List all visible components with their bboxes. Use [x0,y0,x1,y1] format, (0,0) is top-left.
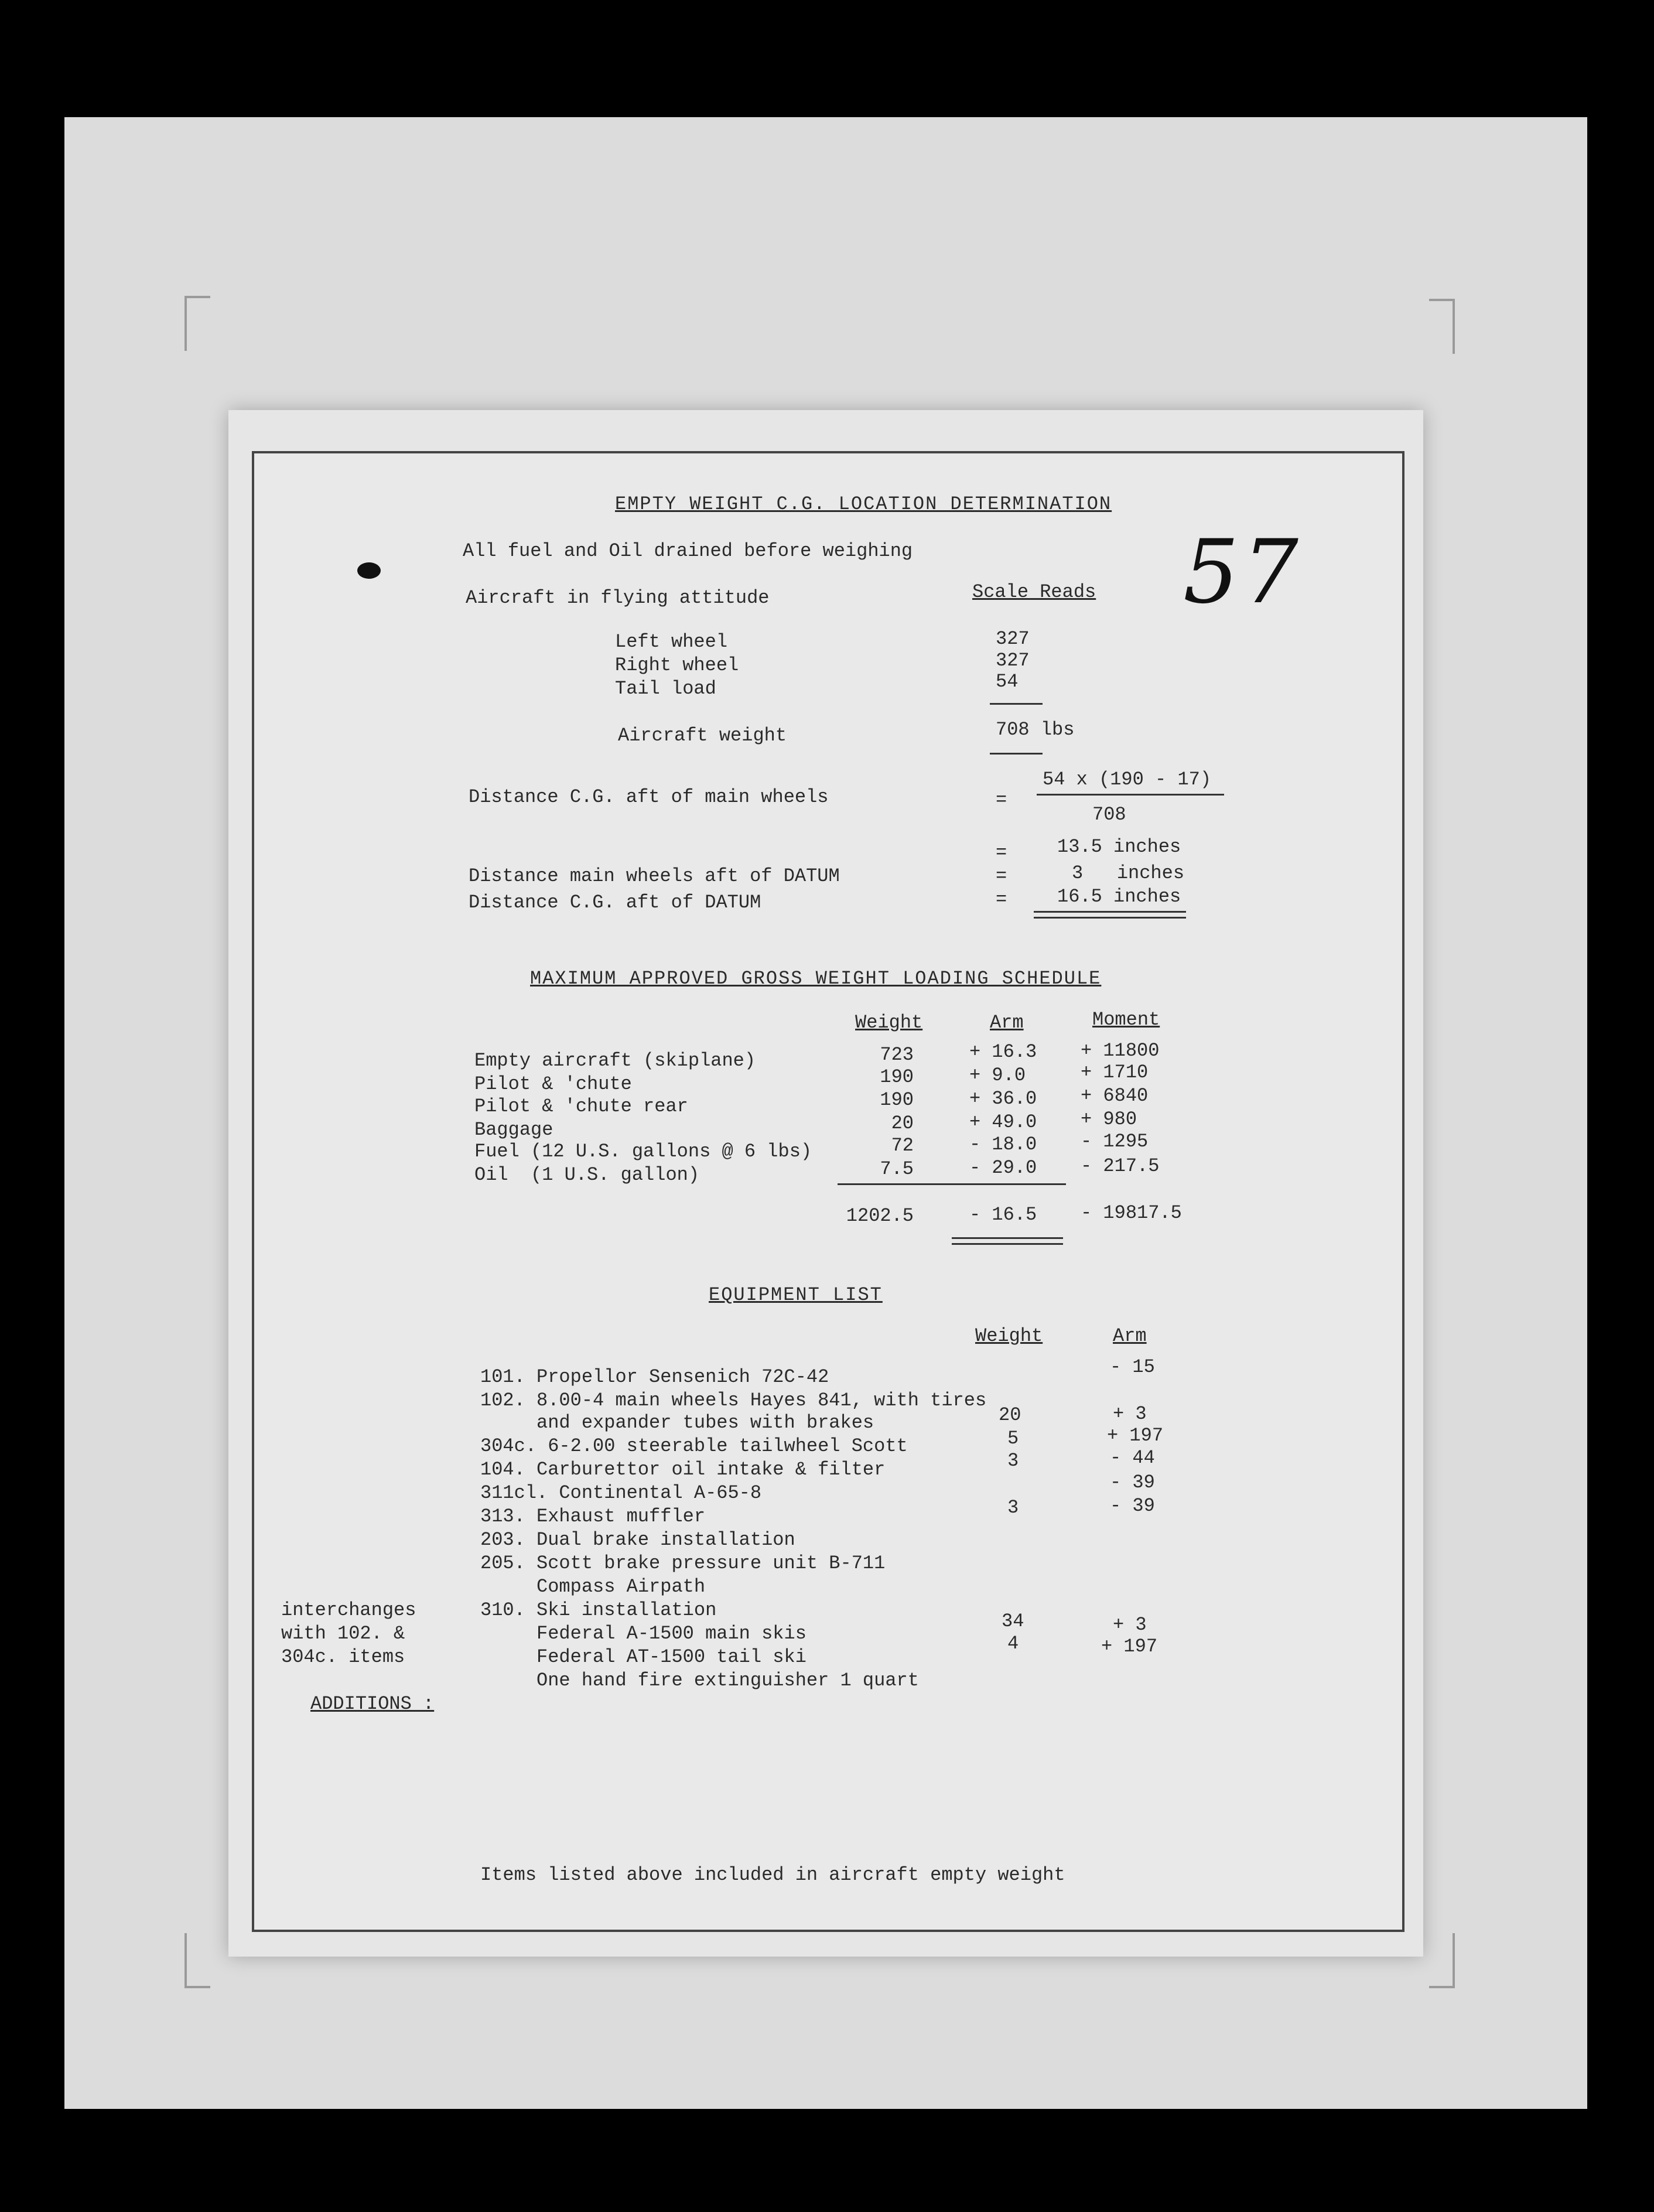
total-rule [838,1183,1066,1185]
equip-weight: 4 [1007,1633,1019,1654]
additions-label: ADDITIONS : [310,1693,435,1715]
side-note-line: interchanges [281,1599,416,1621]
arm-header: Arm [990,1012,1024,1033]
equip-arm: - 39 [1110,1495,1155,1517]
footer-note: Items listed above included in aircraft empty weight [480,1864,1065,1886]
aircraft-weight-label: Aircraft weight [618,725,787,746]
equip-item: 104. Carburettor oil intake & filter [480,1459,886,1480]
equip-weight-header: Weight [975,1325,1043,1347]
equip-arm: - 39 [1110,1472,1155,1493]
equals-sign: = [996,865,1007,887]
equip-item: 101. Propellor Sensenich 72C-42 [480,1366,829,1388]
main-aft-datum-label: Distance main wheels aft of DATUM [469,865,840,887]
load-moment: - 217.5 [1081,1155,1160,1177]
drained-note: All fuel and Oil drained before weighing [463,540,913,562]
equip-arm: + 197 [1107,1425,1164,1446]
empty-weight-title: EMPTY WEIGHT C.G. LOCATION DETERMINATION [615,493,1112,515]
equip-arm: - 15 [1110,1356,1155,1378]
scale-row-label: Right wheel [615,654,739,676]
loading-schedule-title: MAXIMUM APPROVED GROSS WEIGHT LOADING SCHEDULE [530,968,1102,989]
equip-weight: 34 [1002,1610,1024,1632]
side-note-line: 304c. items [281,1646,405,1668]
load-weight: 190 [880,1066,914,1088]
page-number: 57 [1183,521,1302,623]
load-item: Baggage [474,1119,553,1141]
load-weight: 190 [880,1089,914,1111]
load-moment: + 6840 [1081,1085,1149,1107]
equip-item: 205. Scott brake pressure unit B-711 [480,1552,886,1574]
load-item: Fuel (12 U.S. gallons @ 6 lbs) [474,1141,812,1162]
equipment-list-title: EQUIPMENT LIST [709,1284,883,1306]
cg-aft-datum-label: Distance C.G. aft of DATUM [469,892,761,913]
equip-item: Federal A-1500 main skis [480,1623,807,1644]
formula-denominator: 708 [1092,804,1126,825]
load-moment: - 1295 [1081,1131,1149,1152]
load-arm: + 49.0 [969,1111,1037,1133]
cg-aft-datum-value: 16.5 inches [1057,886,1181,907]
equals-sign: = [996,842,1007,863]
equip-weight: 3 [1007,1450,1019,1472]
scale-row-value: 327 [996,628,1030,650]
total-arm: - 16.5 [969,1204,1037,1226]
load-weight: 7.5 [880,1158,914,1180]
weight-rule [990,753,1043,755]
load-arm: + 9.0 [969,1064,1026,1086]
load-moment: + 980 [1081,1108,1137,1130]
equip-item: 203. Dual brake installation [480,1529,795,1551]
load-weight: 20 [891,1112,914,1134]
equip-arm: + 197 [1101,1636,1158,1657]
load-arm: - 29.0 [969,1157,1037,1179]
double-rule [952,1237,1063,1239]
equip-item: 313. Exhaust muffler [480,1506,706,1527]
load-moment: + 1710 [1081,1061,1149,1083]
load-arm: - 18.0 [969,1134,1037,1155]
main-aft-datum-value: 3 inches [1072,862,1185,884]
equip-weight: 5 [1007,1428,1019,1449]
sum-rule [990,703,1043,705]
side-note-line: with 102. & [281,1623,405,1644]
equip-arm-header: Arm [1113,1325,1147,1347]
crop-mark-top-left [184,296,210,351]
load-arm: + 16.3 [969,1041,1037,1063]
scale-row-value: 327 [996,650,1030,671]
load-item: Pilot & 'chute rear [474,1095,688,1117]
ink-blot [357,562,381,579]
load-weight: 723 [880,1044,914,1066]
equip-item: 102. 8.00-4 main wheels Hayes 841, with tires [480,1390,987,1411]
load-arm: + 36.0 [969,1088,1037,1110]
equip-weight: 3 [1007,1497,1019,1518]
double-rule [952,1243,1063,1245]
total-moment: - 19817.5 [1081,1202,1182,1224]
crop-mark-bottom-left [184,1933,210,1988]
load-moment: + 11800 [1081,1040,1160,1061]
cg-aft-main-label: Distance C.G. aft of main wheels [469,786,829,808]
flying-attitude-note: Aircraft in flying attitude [466,587,770,609]
scale-row-value: 54 [996,671,1019,692]
equals-sign: = [996,789,1007,811]
scale-row-label: Left wheel [615,631,728,653]
scale-reads-header: Scale Reads [972,581,1096,603]
aircraft-weight-value: 708 lbs [996,719,1075,740]
scale-row-label: Tail load [615,678,716,699]
moment-header: Moment [1092,1009,1160,1030]
load-weight: 72 [891,1135,914,1156]
equip-arm: + 3 [1113,1614,1147,1636]
load-item: Oil (1 U.S. gallon) [474,1164,700,1186]
cg-result: 13.5 inches [1057,836,1181,858]
double-rule [1034,917,1186,919]
equals-sign: = [996,889,1007,910]
equip-item: Federal AT-1500 tail ski [480,1646,807,1668]
equip-arm: + 3 [1113,1403,1147,1425]
equip-item: and expander tubes with brakes [480,1412,874,1433]
formula-numerator: 54 x (190 - 17) [1043,769,1212,790]
load-item: Pilot & 'chute [474,1073,632,1095]
equip-item: 304c. 6-2.00 steerable tailwheel Scott [480,1435,908,1457]
document-sheet [228,410,1423,1957]
double-rule [1034,911,1186,913]
load-item: Empty aircraft (skiplane) [474,1050,756,1071]
crop-mark-bottom-right [1429,1933,1455,1988]
equip-weight: 20 [999,1404,1021,1426]
equip-item: 310. Ski installation [480,1599,717,1621]
equip-arm: - 44 [1110,1447,1155,1469]
fraction-bar [1037,794,1224,796]
weight-header: Weight [855,1012,923,1033]
equip-item: One hand fire extinguisher 1 quart [480,1670,919,1691]
total-weight: 1202.5 [846,1205,914,1227]
equip-item: 311cl. Continental A-65-8 [480,1482,762,1504]
crop-mark-top-right [1429,299,1455,354]
equip-item: Compass Airpath [480,1576,706,1597]
